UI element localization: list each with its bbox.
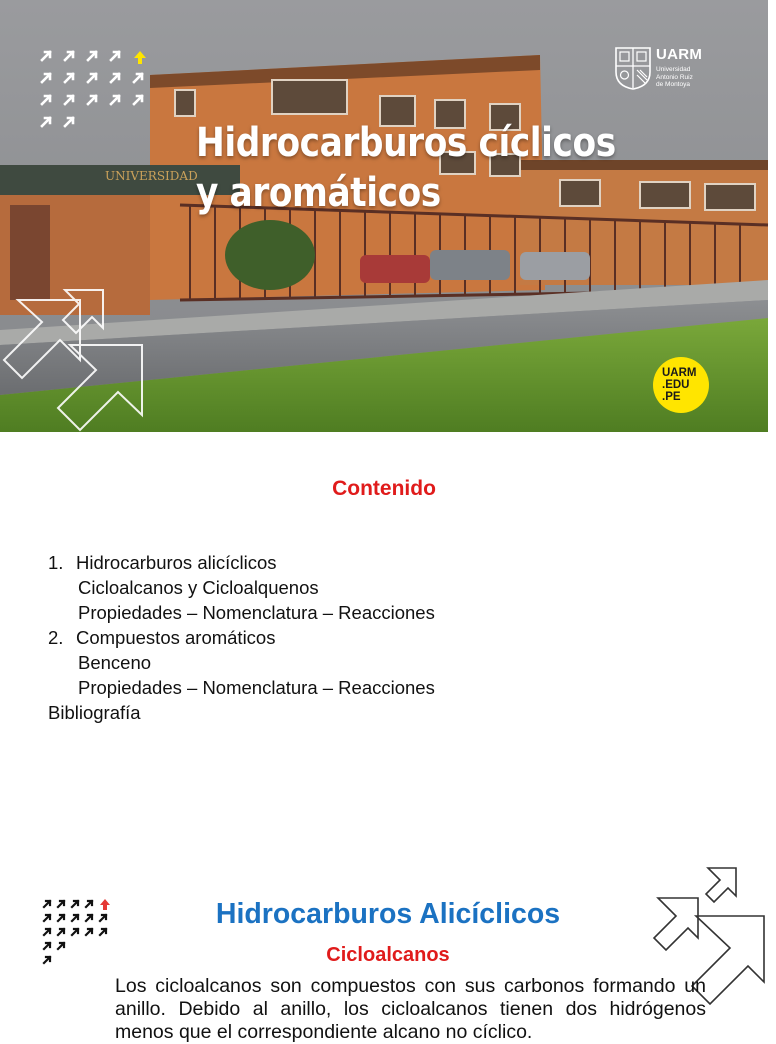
contents-heading: Contenido [332, 477, 436, 500]
badge-line: .PE [662, 391, 681, 403]
list-item: 1. Hidrocarburos alicíclicos [48, 552, 277, 573]
uarm-logo [614, 46, 724, 96]
photo-sign-text: UNIVERSIDAD [105, 169, 198, 183]
university-shield-icon [614, 46, 652, 90]
logo-subtitle-line: Universidad [656, 66, 691, 73]
slide-title: Hidrocarburos Alicíclicos [215, 898, 561, 930]
alicyclic-slide [0, 864, 768, 1043]
logo-subtitle-line: de Montoya [656, 81, 690, 88]
contents-slide [0, 432, 768, 864]
list-item: Benceno [78, 652, 152, 673]
title-slide [0, 0, 768, 432]
list-item: Propiedades – Nomenclatura – Reacciones [78, 677, 435, 698]
slide-subtitle: Cicloalcanos [326, 944, 450, 966]
list-item: Bibliografía [48, 702, 141, 723]
website-badge [653, 357, 709, 413]
list-item: 2. Compuestos aromáticos [48, 627, 276, 648]
title-line-2: y aromáticos [196, 170, 441, 216]
list-item: Cicloalcanos y Cicloalquenos [78, 577, 319, 598]
logo-name: UARM [656, 46, 703, 63]
body-paragraph: Los cicloalcanos son compuestos con sus carbonos formando un anillo. Debido al anillo, los cicloalcanos tienen dos hidrógenos menos que el correspondiente alcano no cíclico. [115, 975, 706, 1043]
logo-subtitle-line: Antonio Ruiz [656, 73, 693, 81]
slide-title [196, 118, 616, 218]
title-line-1: Hidrocarburos cíclicos [196, 120, 616, 166]
arrow-pattern-icon [40, 48, 152, 134]
list-item: Propiedades – Nomenclatura – Reacciones [78, 602, 435, 623]
logo-subtitle [656, 66, 726, 89]
contents-list [48, 550, 435, 725]
badge-line: UARM [662, 367, 697, 379]
badge-line: .EDU [662, 379, 690, 391]
